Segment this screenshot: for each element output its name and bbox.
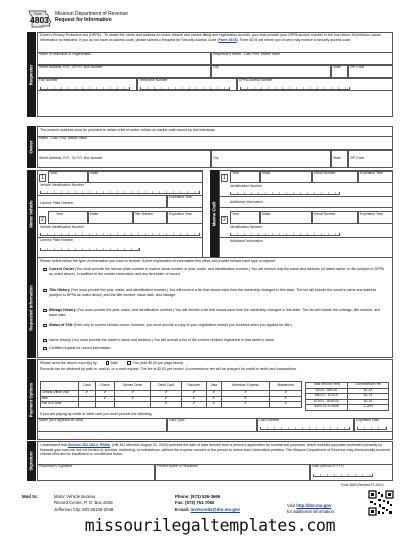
mail-option-label: Mail xyxy=(110,361,118,366)
fee-amount-cell: $1.75 xyxy=(348,394,389,400)
check-mark-icon: ✔ xyxy=(221,402,270,408)
requester-state-label: State xyxy=(333,64,341,69)
mv1-title-label: Title Number xyxy=(134,212,154,216)
check-mark-icon: ✔ xyxy=(270,402,302,408)
methods-header-cell: American Express xyxy=(221,382,270,391)
signature-section-label: Signature xyxy=(27,441,36,481)
mc2-year-label: Year xyxy=(232,212,239,216)
dor-website-link[interactable]: http://dor.mo.gov xyxy=(296,503,332,508)
mc1-make-label: Make xyxy=(262,171,271,175)
mailing-address xyxy=(54,494,113,513)
contact-block xyxy=(175,494,240,513)
website-block: Visit http://dor.mo.gov for additional information. xyxy=(287,503,336,515)
mv2-vin-label: Vehicle Identification Number xyxy=(40,225,84,229)
requestor-name-label: Requestor's Name - Last, First, Middle Initial xyxy=(213,51,280,56)
check-mark-icon: ✔ xyxy=(181,402,206,408)
fee-range-cell: $50.01 - $75.00 xyxy=(306,394,348,400)
mc2-hin-ticks xyxy=(230,233,340,236)
mc1-exp-label: Expiration Year xyxy=(360,171,383,175)
mv2-plate-ticks xyxy=(40,248,140,251)
check-mark-icon xyxy=(115,402,151,408)
methods-header-cell: Check xyxy=(95,382,115,391)
requester-street-label: Street Address, R.R., Or P.O. Box Number xyxy=(39,64,103,69)
requester-fax-label: Fax Number xyxy=(39,77,58,82)
owner-intro: The owner's address must be provided to obtain a list of motor vehicle or marine craft owned by this individual. xyxy=(40,128,216,132)
mv1-exp-label: Expiration Year xyxy=(169,195,192,199)
check-mark-icon: ✔ xyxy=(151,391,181,397)
owner-section-label: Owner xyxy=(27,126,36,168)
check-mark-icon: ✔ xyxy=(181,391,206,397)
mc2-addl-label: Additional Information xyxy=(230,239,263,243)
mv1-number: 1 xyxy=(41,174,44,181)
check-mark-icon: ✔ xyxy=(151,402,181,408)
requester-name-label: Name of Individual or Organization xyxy=(39,51,92,56)
check-mark-icon: ✔ xyxy=(95,396,115,402)
mv1-make-field[interactable] xyxy=(88,171,203,183)
card-exp-ticks xyxy=(357,427,387,430)
mv2-exp-label: Expiration Year xyxy=(169,212,192,216)
current-owner-option[interactable]: Current Owner (You must provide the license plate number or marine decal number or year, make, and identification number.) You will receive only the name and address (of latest owner on file (subject to DPPA as noted above), in addition to the vehicle information and any lienholder of record. xyxy=(43,267,388,276)
requester-city-label: City xyxy=(213,64,219,69)
table-row xyxy=(306,405,389,411)
payment-options-section-label: Payment Options xyxy=(27,359,36,440)
mv1-make-label: Make xyxy=(90,171,99,175)
convenience-fee-table xyxy=(305,382,389,411)
methods-header-cell: Visa xyxy=(207,382,221,391)
check-mark-icon: ✔ xyxy=(95,391,115,397)
requester-zip-label: ZIP Code xyxy=(350,64,365,69)
watermark-text: missourilegaltemplates.com xyxy=(84,516,336,535)
fax-number: Fax: (573) 751-7060 xyxy=(175,500,215,506)
methods-header-cell: Mastercard xyxy=(270,382,302,391)
mileage-history-checkbox[interactable] xyxy=(43,309,47,313)
check-mark-icon: ✔ xyxy=(115,396,151,402)
fee-amount-cell: $2.15 xyxy=(348,399,389,405)
fax-digit-ticks xyxy=(40,87,130,90)
email-link[interactable]: mvrecords@dor.mo.gov xyxy=(190,506,240,512)
check-mark-icon: ✔ xyxy=(115,391,151,397)
mc2-exp-label: Expiration Year xyxy=(360,212,383,216)
requestor-signature-label: Requestor's Signature xyxy=(39,463,73,468)
check-mark-icon: ✔ xyxy=(270,391,302,397)
website-note: for additional information. xyxy=(287,509,336,515)
payment-channel-label: Central Office Visit xyxy=(41,391,79,397)
check-mark-icon: ✔ xyxy=(221,396,270,402)
mc1-decal-label: Decal Number xyxy=(314,171,336,175)
title-history-option[interactable]: Title History (You must provide the year, make, and identification number.) You will receive a list that shows each time the ownership changed in this state. The list will include the owner's name and address (subject to DPPA as noted above) and the title number, issue date, and mileage. xyxy=(43,288,388,297)
card-name-label: Name (as it appears on card) xyxy=(39,417,83,422)
signature-statement: I understand that Section 302.183.2, RSMo. (HB 361 effective August 28, 2009) prohibits the sale of data derived from a person's application for commercial purposes, which includes purposes motivated primarily by financial gain such as, but not limited to, surveys, marketing, or solicitations, without the express consent of the person to whom such information pertains. The Missouri Department of Revenue may electronically resubmit checks returned for insufficient or uncollected funds. xyxy=(40,443,390,457)
payment-channel-label: Fax or E-Mail xyxy=(41,402,79,408)
check-mark-icon xyxy=(95,402,115,408)
methods-header-cell: Cash xyxy=(79,382,96,391)
phone-number: Phone: (573) 526-3669 xyxy=(175,494,221,499)
mc1-number: 1 xyxy=(223,174,226,181)
rsmo-section-link[interactable]: Section 302.183.2, RSMo xyxy=(67,443,111,447)
address-line-3: Jefferson City, MO 65105-2048 xyxy=(54,506,114,512)
form-revision: Form 4803 (Revised 07-2019) xyxy=(341,483,384,487)
mc1-hin-ticks xyxy=(230,192,340,195)
owner-state-label: State xyxy=(333,156,341,160)
mc1-year-label: Year xyxy=(232,171,239,175)
printed-name-label: Printed Name of Requestor xyxy=(157,463,199,468)
check-mark-icon: ✔ xyxy=(151,396,181,402)
send-by-row: Please send the above record(s) by: Mail Fax (Add $0.50 per page faxed) xyxy=(40,361,184,366)
phone-digit-ticks xyxy=(140,87,230,90)
email-label: E-mail: xyxy=(175,506,191,512)
address-line-1: Motor Vehicle Bureau xyxy=(54,494,96,499)
mv1-vin-ticks xyxy=(40,191,200,194)
mileage-history-option[interactable]: Mileage History (You must provide the year, make, and identification number.) You will receive a list that shows each time the ownership changed in this state. The list will include the mileage, title number, and issue date. xyxy=(43,308,388,317)
mail-checkbox[interactable] xyxy=(106,361,110,365)
fee-range-cell: $0.00 - $50.00 xyxy=(306,388,348,394)
agency-name: Missouri Department of Revenue xyxy=(55,11,129,17)
mc2-make-label: Make xyxy=(262,212,271,216)
motor-vehicle-section-label: Motor Vehicle xyxy=(27,170,36,258)
methods-header-cell: Money Order xyxy=(115,382,151,391)
methods-header-cell: Debit Card xyxy=(151,382,181,391)
check-mark-icon xyxy=(79,402,96,408)
methods-header-cell: Discover xyxy=(181,382,206,391)
mv2-make-label: Make xyxy=(90,212,99,216)
fee-header-cell: Total Record Fees xyxy=(306,383,348,389)
check-mark-icon: ✔ xyxy=(181,396,206,402)
mc2-hin-label: Identification Number xyxy=(230,225,263,229)
methods-header-cell xyxy=(41,382,79,391)
mv2-number: 2 xyxy=(41,216,44,223)
signature-date-label: Date (MM/DD/YYYY) xyxy=(312,463,344,468)
payment-channel-label: Mail xyxy=(41,396,79,402)
name-history-checkbox[interactable] xyxy=(43,339,47,343)
certified-request-checkbox[interactable] xyxy=(43,347,47,351)
mail-to-label: Mail to: xyxy=(22,494,39,499)
card-intro: If you are paying by credit or debit card you must provide the following: xyxy=(40,412,153,416)
certified-request-option[interactable]: Certified request for record information. xyxy=(43,346,388,351)
current-owner-checkbox[interactable] xyxy=(43,268,47,272)
fee-range-cell: $100.01 or more xyxy=(306,405,348,411)
status-of-title-option[interactable]: Status of Title (Free only to current vehicle owner; however, you must provide a copy of your registration receipt you received when you applied for title.) xyxy=(43,323,388,328)
requester-section-label: Requester xyxy=(27,32,36,117)
mv1-plate-label: License Plate Number xyxy=(40,201,74,205)
check-mark-icon: ✔ xyxy=(270,396,302,402)
fee-range-cell: $75.01 - $100.00 xyxy=(306,399,348,405)
check-mark-icon: ✔ xyxy=(79,391,96,397)
fee-amount-cell: 2.15% xyxy=(348,405,389,411)
page-title: Request for Information xyxy=(55,17,112,23)
mc2-decal-label: Decal Number xyxy=(314,212,336,216)
mv2-vin-ticks xyxy=(40,233,200,236)
mc2-number: 2 xyxy=(223,216,226,223)
qr-code-icon xyxy=(368,490,394,516)
mv1-year-label: Year xyxy=(50,171,57,175)
marine-craft-section-label: Marine Craft xyxy=(210,170,219,258)
owner-street-label: Street Address, R.R., Or P.O. Box Number xyxy=(39,156,103,160)
mv1-vin-label: Vehicle Identification Number xyxy=(40,183,84,187)
form-label: Form xyxy=(34,12,43,16)
mv2-year-label: Year xyxy=(56,212,63,216)
owner-name-label: Name - Last, First, Middle Initial xyxy=(39,135,87,140)
fax-option-label: Fax (Add $0.50 per page faxed) xyxy=(132,361,184,366)
card-number-label: Card Number xyxy=(259,417,280,422)
form-4678-link[interactable]: Form 4678 xyxy=(218,37,237,42)
check-mark-icon: ✔ xyxy=(221,391,270,397)
mv2-plate-label: License Plate Number xyxy=(40,238,74,242)
table-row xyxy=(41,402,302,408)
form-number: 4803 xyxy=(30,15,49,25)
mv2-year-field[interactable] xyxy=(48,211,88,224)
owner-zip-label: ZIP Code xyxy=(350,156,365,160)
status-of-title-checkbox[interactable] xyxy=(43,324,47,328)
check-mark-icon: ✔ xyxy=(207,396,221,402)
requester-city-field[interactable] xyxy=(211,65,331,78)
name-history-option[interactable]: Name History (You must provide the owner's name and address.) You will receive a list of the current vehicles registered in that owner's name. xyxy=(43,338,388,343)
dppa-intro: Driver's Privacy Protection Act (DPPA) - To obtain the name and address on motor vehicle and marine titling and registration records, you must provide your DPPA access number in the box below. All previous owner information is restricted. If you do not have an access code, please submit a Request for Security Access Code (Form 4678). Form 4678 will inform you of who may receive a security access code. xyxy=(40,33,381,42)
card-exp-label: Expiration Date xyxy=(356,417,380,422)
card-number-ticks xyxy=(260,427,350,430)
fee-header-cell: Convenience Fee xyxy=(348,383,389,389)
owner-city-field[interactable] xyxy=(211,150,331,168)
mc1-hin-label: Identification Number xyxy=(230,184,263,188)
dppa-access-label: DPPA Access Number xyxy=(239,77,273,82)
dppa-digit-ticks xyxy=(240,87,350,90)
payment-methods-table xyxy=(40,381,302,408)
requested-info-intro: Please select below the type of information you want to receive. A brief explanation of information this office will provide follows each type of request. xyxy=(40,259,276,263)
mv2-title-field[interactable] xyxy=(133,211,167,224)
check-mark-icon: ✔ xyxy=(207,402,221,408)
check-mark-icon: ✔ xyxy=(207,391,221,397)
owner-city-label: City xyxy=(213,156,219,160)
payment-note: Records can be obtained by walk-in, mail-in, or e-mail request. The fee is $2.62 per record. A convenience fee will be charged for credit or debit card transactions. xyxy=(40,367,298,371)
address-line-2: Record Center, P. O. Box 2048 xyxy=(54,500,113,506)
fax-checkbox[interactable] xyxy=(127,361,131,365)
requested-info-section-label: Requested Information xyxy=(27,257,36,358)
fee-amount-cell: $1.25 xyxy=(348,388,389,394)
requester-phone-label: Telephone Number xyxy=(139,77,168,82)
owner-name-field[interactable] xyxy=(37,136,393,150)
title-history-checkbox[interactable] xyxy=(43,289,47,293)
signature-date-ticks xyxy=(313,474,373,477)
card-type-label: Card Type xyxy=(169,417,185,422)
mc1-addl-label: Additional Information xyxy=(230,200,263,204)
